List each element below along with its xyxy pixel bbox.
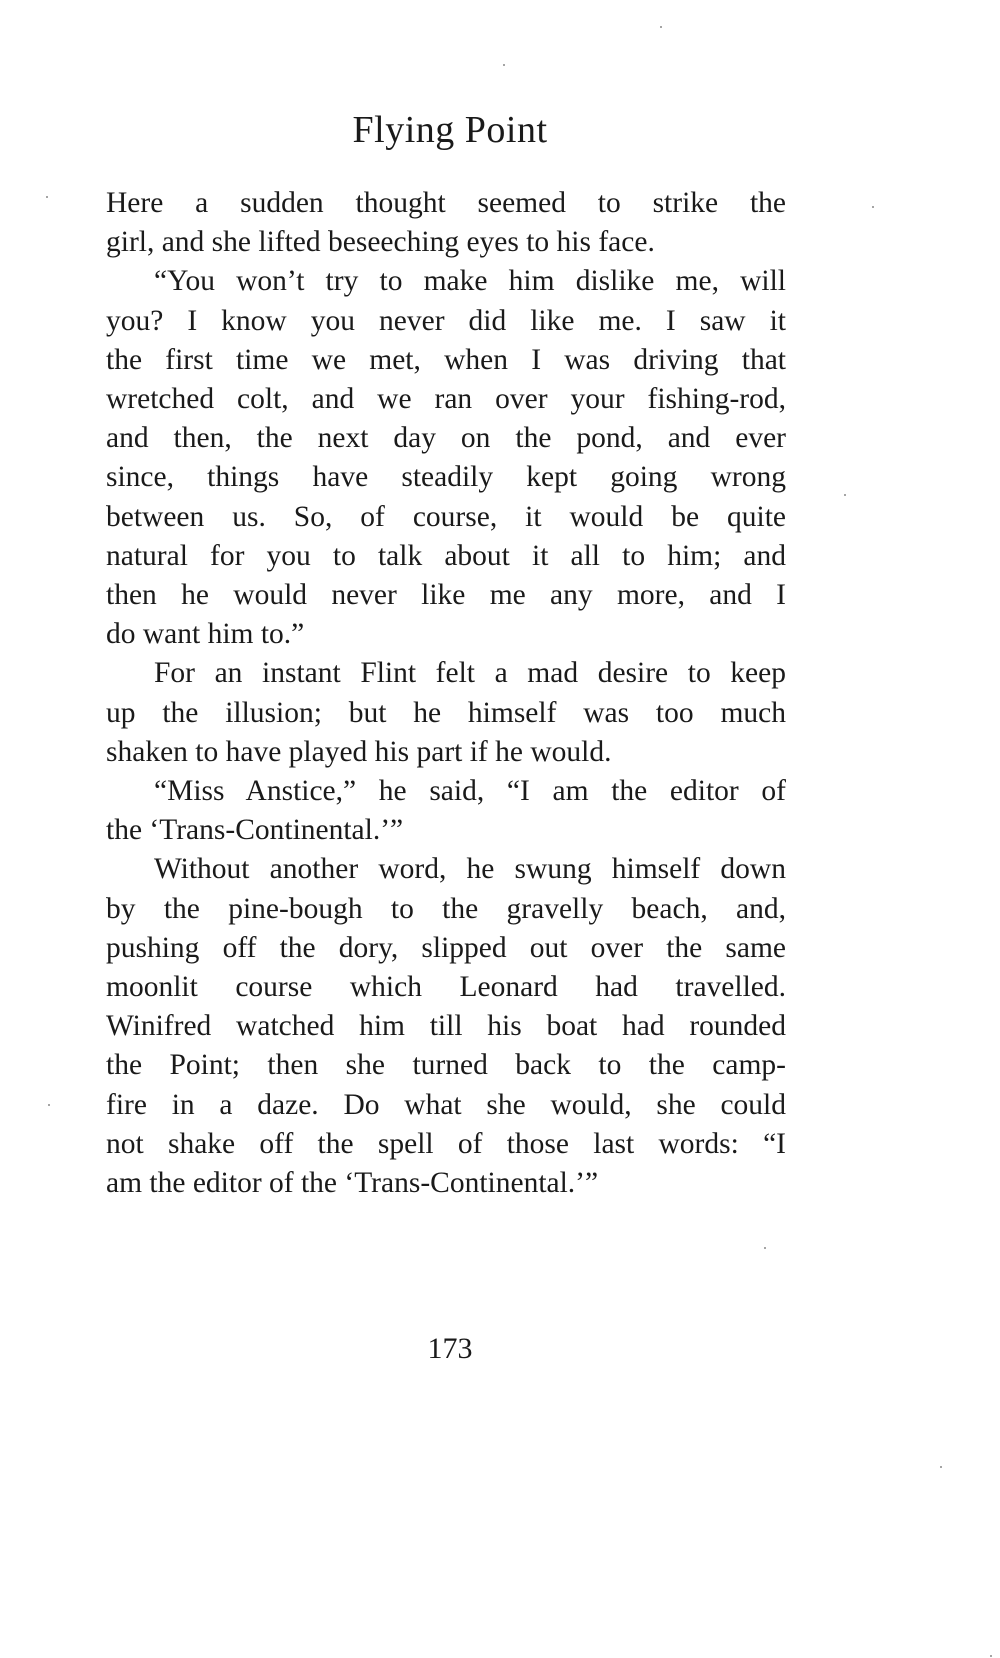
text-line: then he would never like me any more, and I	[106, 579, 786, 612]
running-head: Flying Point	[352, 109, 548, 151]
text-line: between us. So, of course, it would be quite	[106, 500, 786, 533]
text-line: the first time we met, when I was driving that	[106, 343, 786, 376]
text-line: Here a sudden thought seemed to strike the	[106, 187, 786, 219]
scan-speck	[764, 1247, 766, 1249]
text-line: Without another word, he swung himself down	[154, 853, 786, 886]
text-line: the ‘Trans-Continental.’”	[106, 814, 404, 847]
paragraph	[106, 184, 786, 262]
text-line: fire in a daze. Do what she would, she could	[106, 1088, 786, 1121]
text-line: am the editor of the ‘Trans-Continental.’”	[106, 1167, 599, 1200]
paragraph	[106, 772, 786, 850]
text-line: not shake off the spell of those last words: “I	[106, 1127, 786, 1160]
text-line: do want him to.”	[106, 618, 305, 651]
paragraph	[106, 654, 786, 772]
text-line: up the illusion; but he himself was too much	[106, 696, 786, 729]
text-line: and then, the next day on the pond, and ever	[106, 422, 786, 455]
scan-speck	[46, 196, 48, 198]
text-line: moonlit course which Leonard had travelled.	[106, 971, 786, 1004]
scan-speck	[940, 1466, 942, 1468]
scan-speck	[48, 1104, 50, 1106]
text-line: natural for you to talk about it all to him; and	[106, 539, 786, 572]
text-line: shaken to have played his part if he would.	[106, 735, 612, 768]
text-line: since, things have steadily kept going wrong	[106, 461, 786, 494]
text-line: you? I know you never did like me. I saw it	[106, 304, 786, 337]
scan-speck	[990, 1655, 992, 1657]
text-line: by the pine-bough to the gravelly beach, and,	[106, 892, 786, 925]
text-line: Winifred watched him till his boat had rounded	[106, 1010, 786, 1043]
paragraph	[106, 262, 786, 654]
body-text	[106, 184, 786, 1203]
scan-speck	[660, 26, 662, 28]
text-line: pushing off the dory, slipped out over the same	[106, 931, 786, 964]
paragraph	[106, 850, 786, 1203]
text-line: girl, and she lifted beseeching eyes to his face.	[106, 226, 655, 259]
scan-speck	[503, 64, 505, 66]
text-line: “You won’t try to make him dislike me, will	[154, 265, 786, 298]
text-line: For an instant Flint felt a mad desire to keep	[154, 657, 786, 690]
text-line: “Miss Anstice,” he said, “I am the editor of	[154, 775, 786, 808]
text-line: wretched colt, and we ran over your fishing-rod,	[106, 383, 786, 416]
scan-speck	[872, 206, 874, 208]
page-number: 173	[427, 1332, 473, 1365]
scan-speck	[844, 494, 846, 496]
text-line: the Point; then she turned back to the camp-	[106, 1049, 786, 1082]
